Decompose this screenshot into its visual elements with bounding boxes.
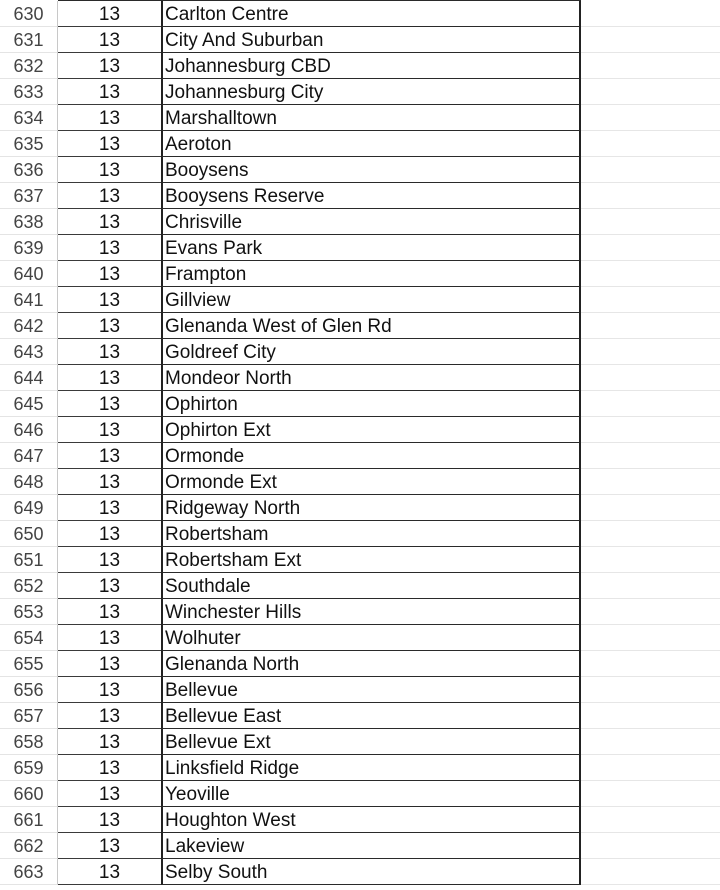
cell-suburb-name[interactable]: Wolhuter [161, 625, 581, 651]
cell-code[interactable]: 13 [58, 651, 161, 677]
cell-suburb-name[interactable]: Ormonde [161, 443, 581, 469]
cell-code[interactable]: 13 [58, 833, 161, 859]
row-number-header[interactable]: 652 [0, 573, 58, 599]
table-row [0, 703, 720, 729]
cell-suburb-name[interactable]: Glenanda North [161, 651, 581, 677]
table-row [0, 755, 720, 781]
row-number-header[interactable]: 638 [0, 209, 58, 235]
cell-empty[interactable] [581, 495, 720, 521]
cell-suburb-name[interactable]: Selby South [161, 859, 581, 885]
table-row [0, 53, 720, 79]
cell-suburb-name[interactable]: Ophirton [161, 391, 581, 417]
table-row [0, 599, 720, 625]
table-row [0, 651, 720, 677]
cell-code[interactable]: 13 [58, 313, 161, 339]
cell-code[interactable]: 13 [58, 365, 161, 391]
cell-code[interactable]: 13 [58, 287, 161, 313]
cell-empty[interactable] [581, 287, 720, 313]
cell-code[interactable]: 13 [58, 599, 161, 625]
table-row [0, 183, 720, 209]
table-row [0, 209, 720, 235]
cell-empty[interactable] [581, 183, 720, 209]
cell-suburb-name[interactable]: Ridgeway North [161, 495, 581, 521]
cell-empty[interactable] [581, 573, 720, 599]
cell-suburb-name[interactable]: Bellevue East [161, 703, 581, 729]
cell-code[interactable]: 13 [58, 495, 161, 521]
table-row [0, 313, 720, 339]
cell-code[interactable]: 13 [58, 703, 161, 729]
cell-code[interactable]: 13 [58, 781, 161, 807]
cell-empty[interactable] [581, 547, 720, 573]
cell-empty[interactable] [581, 755, 720, 781]
cell-suburb-name[interactable]: Marshalltown [161, 105, 581, 131]
cell-suburb-name[interactable]: Aeroton [161, 131, 581, 157]
row-number-header[interactable]: 641 [0, 287, 58, 313]
row-number-header[interactable]: 650 [0, 521, 58, 547]
row-number-header[interactable]: 640 [0, 261, 58, 287]
table-row [0, 79, 720, 105]
table-row [0, 287, 720, 313]
table-row [0, 443, 720, 469]
row-number-header[interactable]: 636 [0, 157, 58, 183]
table-row [0, 495, 720, 521]
cell-empty[interactable] [581, 261, 720, 287]
cell-empty[interactable] [581, 131, 720, 157]
table-row [0, 807, 720, 833]
table-row [0, 157, 720, 183]
row-number-header[interactable]: 663 [0, 859, 58, 885]
cell-code[interactable]: 13 [58, 131, 161, 157]
table-row [0, 365, 720, 391]
cell-code[interactable]: 13 [58, 807, 161, 833]
cell-empty[interactable] [581, 1, 720, 27]
cell-code[interactable]: 13 [58, 235, 161, 261]
cell-suburb-name[interactable]: Booysens [161, 157, 581, 183]
cell-suburb-name[interactable]: Southdale [161, 573, 581, 599]
cell-empty[interactable] [581, 339, 720, 365]
row-number-header[interactable]: 653 [0, 599, 58, 625]
cell-suburb-name[interactable]: Booysens Reserve [161, 183, 581, 209]
row-number-header[interactable]: 651 [0, 547, 58, 573]
table-row [0, 27, 720, 53]
cell-suburb-name[interactable]: Frampton [161, 261, 581, 287]
row-number-header[interactable]: 643 [0, 339, 58, 365]
cell-code[interactable]: 13 [58, 729, 161, 755]
cell-empty[interactable] [581, 209, 720, 235]
cell-suburb-name[interactable]: Linksfield Ridge [161, 755, 581, 781]
table-row [0, 391, 720, 417]
cell-code[interactable]: 13 [58, 79, 161, 105]
cell-empty[interactable] [581, 417, 720, 443]
cell-suburb-name[interactable]: Chrisville [161, 209, 581, 235]
table-row [0, 547, 720, 573]
row-number-header[interactable]: 645 [0, 391, 58, 417]
cell-code[interactable]: 13 [58, 157, 161, 183]
cell-code[interactable]: 13 [58, 209, 161, 235]
cell-code[interactable]: 13 [58, 391, 161, 417]
table-row [0, 677, 720, 703]
table-row [0, 339, 720, 365]
cell-empty[interactable] [581, 365, 720, 391]
cell-empty[interactable] [581, 807, 720, 833]
cell-empty[interactable] [581, 235, 720, 261]
table-row [0, 1, 720, 27]
row-number-header[interactable]: 633 [0, 79, 58, 105]
cell-empty[interactable] [581, 521, 720, 547]
cell-empty[interactable] [581, 625, 720, 651]
cell-suburb-name[interactable]: Mondeor North [161, 365, 581, 391]
table-row [0, 261, 720, 287]
cell-suburb-name[interactable]: Carlton Centre [161, 1, 581, 27]
row-number-header[interactable]: 630 [0, 1, 58, 27]
cell-empty[interactable] [581, 729, 720, 755]
row-number-header[interactable]: 639 [0, 235, 58, 261]
table-row [0, 131, 720, 157]
cell-suburb-name[interactable]: Goldreef City [161, 339, 581, 365]
cell-suburb-name[interactable]: Winchester Hills [161, 599, 581, 625]
cell-suburb-name[interactable]: Johannesburg City [161, 79, 581, 105]
table-row [0, 833, 720, 859]
table-row [0, 729, 720, 755]
cell-code[interactable]: 13 [58, 339, 161, 365]
row-number-header[interactable]: 631 [0, 27, 58, 53]
row-number-header[interactable]: 656 [0, 677, 58, 703]
cell-empty[interactable] [581, 79, 720, 105]
row-number-header[interactable]: 654 [0, 625, 58, 651]
cell-code[interactable]: 13 [58, 183, 161, 209]
row-number-header[interactable]: 632 [0, 53, 58, 79]
row-number-header[interactable]: 658 [0, 729, 58, 755]
cell-suburb-name[interactable]: Robertsham Ext [161, 547, 581, 573]
cell-suburb-name[interactable]: Robertsham [161, 521, 581, 547]
row-number-header[interactable]: 644 [0, 365, 58, 391]
cell-code[interactable]: 13 [58, 261, 161, 287]
row-number-header[interactable]: 657 [0, 703, 58, 729]
cell-code[interactable]: 13 [58, 417, 161, 443]
cell-empty[interactable] [581, 443, 720, 469]
cell-code[interactable]: 13 [58, 53, 161, 79]
cell-empty[interactable] [581, 27, 720, 53]
table-row [0, 859, 720, 885]
cell-suburb-name[interactable]: Evans Park [161, 235, 581, 261]
table-row [0, 625, 720, 651]
cell-suburb-name[interactable]: Bellevue [161, 677, 581, 703]
cell-suburb-name[interactable]: Ophirton Ext [161, 417, 581, 443]
row-number-header[interactable]: 646 [0, 417, 58, 443]
table-row [0, 417, 720, 443]
cell-suburb-name[interactable]: Glenanda West of Glen Rd [161, 313, 581, 339]
cell-code[interactable]: 13 [58, 547, 161, 573]
cell-empty[interactable] [581, 651, 720, 677]
row-number-header[interactable]: 655 [0, 651, 58, 677]
cell-code[interactable]: 13 [58, 1, 161, 27]
cell-empty[interactable] [581, 469, 720, 495]
cell-empty[interactable] [581, 677, 720, 703]
cell-suburb-name[interactable]: Houghton West [161, 807, 581, 833]
table-row [0, 105, 720, 131]
table-row [0, 573, 720, 599]
row-number-header[interactable]: 635 [0, 131, 58, 157]
cell-empty[interactable] [581, 781, 720, 807]
cell-suburb-name[interactable]: Bellevue Ext [161, 729, 581, 755]
cell-empty[interactable] [581, 703, 720, 729]
cell-empty[interactable] [581, 157, 720, 183]
row-number-header[interactable]: 637 [0, 183, 58, 209]
table-row [0, 781, 720, 807]
row-number-header[interactable]: 659 [0, 755, 58, 781]
cell-empty[interactable] [581, 833, 720, 859]
cell-code[interactable]: 13 [58, 443, 161, 469]
row-number-header[interactable]: 661 [0, 807, 58, 833]
cell-empty[interactable] [581, 105, 720, 131]
cell-empty[interactable] [581, 391, 720, 417]
row-number-header[interactable]: 649 [0, 495, 58, 521]
cell-empty[interactable] [581, 53, 720, 79]
cell-suburb-name[interactable]: Ormonde Ext [161, 469, 581, 495]
cell-code[interactable]: 13 [58, 677, 161, 703]
cell-code[interactable]: 13 [58, 625, 161, 651]
row-number-header[interactable]: 648 [0, 469, 58, 495]
row-number-header[interactable]: 660 [0, 781, 58, 807]
cell-suburb-name[interactable]: Yeoville [161, 781, 581, 807]
cell-code[interactable]: 13 [58, 27, 161, 53]
cell-suburb-name[interactable]: Johannesburg CBD [161, 53, 581, 79]
cell-code[interactable]: 13 [58, 105, 161, 131]
table-row [0, 469, 720, 495]
table-row [0, 235, 720, 261]
cell-code[interactable]: 13 [58, 521, 161, 547]
cell-empty[interactable] [581, 313, 720, 339]
row-number-header[interactable]: 662 [0, 833, 58, 859]
cell-suburb-name[interactable]: City And Suburban [161, 27, 581, 53]
cell-code[interactable]: 13 [58, 859, 161, 885]
cell-suburb-name[interactable]: Lakeview [161, 833, 581, 859]
table-row [0, 521, 720, 547]
row-number-header[interactable]: 642 [0, 313, 58, 339]
row-number-header[interactable]: 647 [0, 443, 58, 469]
cell-suburb-name[interactable]: Gillview [161, 287, 581, 313]
cell-empty[interactable] [581, 599, 720, 625]
cell-empty[interactable] [581, 859, 720, 885]
cell-code[interactable]: 13 [58, 573, 161, 599]
cell-code[interactable]: 13 [58, 755, 161, 781]
cell-code[interactable]: 13 [58, 469, 161, 495]
row-number-header[interactable]: 634 [0, 105, 58, 131]
